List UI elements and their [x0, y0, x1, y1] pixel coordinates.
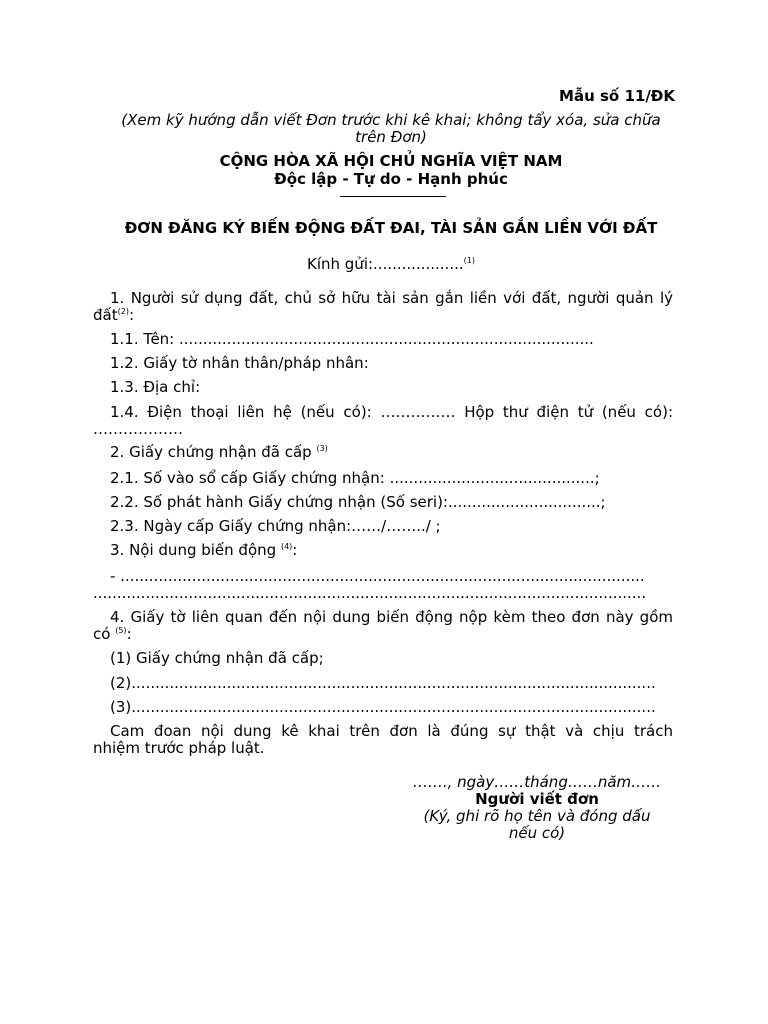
section1-heading-line1: 1. Người sử dụng đất, chủ sở hữu tài sản gắn liền với đất, người quản lý: [110, 289, 673, 307]
signer-label: Người viết đơn: [475, 790, 599, 808]
attachment-item-1: (1) Giấy chứng nhận đã cấp;: [110, 649, 324, 667]
addressee-note: (1): [463, 256, 475, 265]
section4-heading-word: có: [93, 625, 111, 643]
section3-heading: [110, 540, 297, 560]
field-book-number: 2.1. Số vào sổ cấp Giấy chứng nhận: ...........................................;: [110, 469, 600, 487]
signature-date: ……., ngày……tháng……năm……: [412, 773, 662, 791]
section4-colon: :: [126, 625, 132, 643]
addressee-line: [80, 254, 702, 274]
section3-note: (4): [280, 542, 293, 551]
signature-note-line2: nếu có): [508, 824, 566, 842]
motto-heading: Độc lập - Tự do - Hạnh phúc: [274, 170, 508, 188]
section2-note: (3): [316, 444, 328, 453]
instruction-line-1: (Xem kỹ hướng dẫn viết Đơn trước khi kê khai; không tẩy xóa, sửa chữa: [121, 111, 661, 129]
field-id-documents: 1.2. Giấy tờ nhân thân/pháp nhân:: [110, 354, 369, 372]
document-title: ĐƠN ĐĂNG KÝ BIẾN ĐỘNG ĐẤT ĐAI, TÀI SẢN GẮN LIỀN VỚI ĐẤT: [124, 219, 658, 237]
section1-heading-word: đất: [93, 306, 118, 324]
section4-heading-line1: 4. Giấy tờ liên quan đến nội dung biến động nộp kèm theo đơn này gồm: [110, 608, 673, 626]
section3-heading-text: 3. Nội dung biến động: [110, 541, 277, 559]
instruction-line-2: trên Đơn): [355, 128, 427, 146]
field-phone-email-line2: ………………: [93, 420, 183, 438]
section1-colon: :: [128, 306, 135, 324]
form-number: Mẫu số 11/ĐK: [559, 87, 675, 105]
header-divider: [340, 196, 446, 197]
addressee-text: Kính gửi:...................: [307, 255, 464, 273]
section4-heading-line2: [93, 624, 132, 644]
republic-heading: CỘNG HÒA XÃ HỘI CHỦ NGHĨA VIỆT NAM: [219, 152, 563, 170]
commitment-line1: Cam đoan nội dung kê khai trên đơn là đúng sự thật và chịu trách: [110, 722, 673, 740]
commitment-line2: nhiệm trước pháp luật.: [93, 739, 265, 757]
signature-note-line1: (Ký, ghi rõ họ tên và đóng dấu: [423, 807, 651, 825]
section2-heading: [110, 442, 328, 462]
change-content-line2: ....................................................................................................................: [93, 584, 647, 602]
section3-colon: :: [292, 541, 298, 559]
field-name: 1.1. Tên: .......................................................................................: [110, 330, 594, 348]
section1-note: (2): [117, 307, 129, 316]
field-phone-email-line1: 1.4. Điện thoại liên hệ (nếu có): …………… Hộp thư điện tử (nếu có):: [110, 403, 673, 421]
field-serial-number: 2.2. Số phát hành Giấy chứng nhận (Số seri):................................;: [110, 493, 606, 511]
section1-heading-line2: [93, 305, 134, 325]
attachment-item-3: (3)..............................................................................................................: [110, 698, 656, 716]
section2-heading-text: 2. Giấy chứng nhận đã cấp: [110, 443, 312, 461]
section4-note: (5): [115, 626, 127, 635]
attachment-item-2: (2)..............................................................................................................: [110, 674, 656, 692]
field-issue-date: 2.3. Ngày cấp Giấy chứng nhận:……/……../ ;: [110, 517, 441, 535]
change-content-line1: - ..............................................................................................................: [110, 567, 645, 585]
field-address: 1.3. Địa chỉ:: [110, 378, 201, 396]
